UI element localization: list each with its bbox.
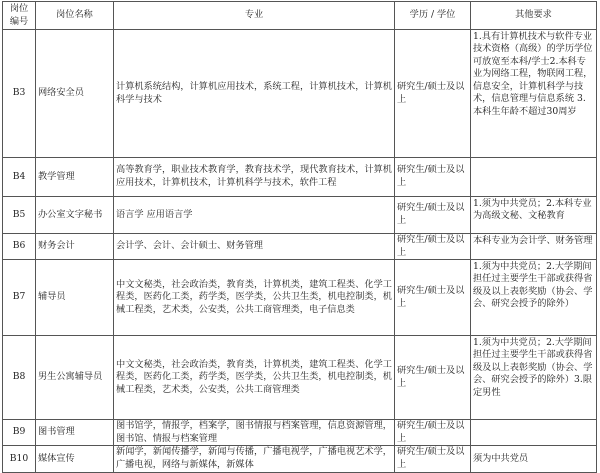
row-major: 会计学、会计、会计硕士、财务管理	[114, 234, 395, 260]
row-major: 语言学 应用语言学	[114, 197, 395, 234]
header-position-name: 岗位名称	[36, 2, 114, 30]
table-row	[3, 234, 597, 260]
row-major: 计算机系统结构，计算机应用技术，系统工程，计算机技术，计算机科学与技术	[114, 30, 395, 158]
row-code: B5	[3, 197, 36, 234]
row-other	[471, 420, 597, 446]
row-other-text: 本科专业为会计学、财务管理	[473, 234, 593, 246]
row-education: 研究生/硕士及以上	[395, 336, 471, 420]
table-row	[3, 30, 597, 158]
row-major: 高等教育学，职业技术教育学，教育技术学，现代教育技术，计算机应用技术，计算机技术，计算机科学与技术，软件工程	[114, 158, 395, 197]
row-major: 新闻学，新闻传播学，新闻与传播，广播电视学，广播电视艺术学，广播电视，网络与新媒体，新媒体	[114, 446, 395, 472]
row-name: 图书管理	[36, 420, 114, 446]
header-position-code: 岗位 编号	[3, 2, 36, 30]
row-education: 研究生/硕士及以上	[395, 420, 471, 446]
row-other-text: 1.须为中共党员；2.本科专业为高级文秘、文秘教育	[473, 197, 592, 222]
row-other	[471, 197, 597, 234]
row-code: B9	[3, 420, 36, 446]
table-row	[3, 446, 597, 472]
table-row	[3, 260, 597, 336]
row-name: 教学管理	[36, 158, 114, 197]
row-other	[471, 158, 597, 197]
row-code: B10	[3, 446, 36, 472]
row-other-text: 1.须为中共党员；2.大学期间担任过主要学生干部或获得省级及以上表彰奖励（协会、学会、研究会授予的除外）	[473, 260, 593, 310]
row-code: B8	[3, 336, 36, 420]
table-row	[3, 158, 597, 197]
row-education: 研究生/硕士及以上	[395, 30, 471, 158]
row-other-text: 1.具有计算机技术与软件专业技术资格（高级）的学历学位可放宽至本科/学士2.本科专业为网络工程，物联网工程，信息安全，计算机科学与技术，信息管理与信息系统 3.本科生年龄不超过30周岁	[473, 30, 593, 118]
header-other-requirements: 其他要求	[471, 2, 597, 30]
row-education: 研究生/硕士及以上	[395, 234, 471, 260]
table-row	[3, 197, 597, 234]
row-code: B6	[3, 234, 36, 260]
row-education: 研究生/硕士及以上	[395, 446, 471, 472]
row-code: B4	[3, 158, 36, 197]
row-other	[471, 234, 597, 260]
row-other	[471, 30, 597, 158]
row-education: 研究生/硕士及以上	[395, 197, 471, 234]
table-row	[3, 336, 597, 420]
row-other	[471, 336, 597, 420]
row-name: 男生公寓辅导员	[36, 336, 114, 420]
table-header-row	[3, 2, 597, 30]
table-row	[3, 420, 597, 446]
row-major: 中文文秘类，社会政治类，教育类，计算机类，建筑工程类、化学工程类，医药化工类，药学类，医学类，公共卫生类，机电控制类，机械工程类，艺术类，公安类，公共工商管理类，电子信息类	[114, 260, 395, 336]
row-code: B3	[3, 30, 36, 158]
job-requirements-table	[2, 1, 597, 473]
row-education: 研究生/硕士及以上	[395, 158, 471, 197]
row-major: 图书馆学，情报学，档案学，图书情报与档案管理，信息资源管理，图书馆、情报与档案管理	[114, 420, 395, 446]
row-name: 辅导员	[36, 260, 114, 336]
header-education: 学历 / 学位	[395, 2, 471, 30]
row-major: 中文文秘类，社会政治类，教育类，计算机类，建筑工程类、化学工程类，医药化工类，药学类，医学类，公共卫生类，机电控制类，机械工程类，艺术类，公安类，公共工商管理类	[114, 336, 395, 420]
row-name: 媒体宣传	[36, 446, 114, 472]
row-education: 研究生/硕士及以上	[395, 260, 471, 336]
row-name: 财务会计	[36, 234, 114, 260]
row-code: B7	[3, 260, 36, 336]
row-other	[471, 260, 597, 336]
header-major: 专业	[114, 2, 395, 30]
row-name: 办公室文字秘书	[36, 197, 114, 234]
row-name: 网络安全员	[36, 30, 114, 158]
row-other: 须为中共党员	[471, 446, 597, 472]
row-other-text: 1.须为中共党员；2.大学期间担任过主要学生干部或获得省级及以上表彰奖励（协会、学会、研究会授予的除外）3.限定男性	[473, 336, 593, 399]
